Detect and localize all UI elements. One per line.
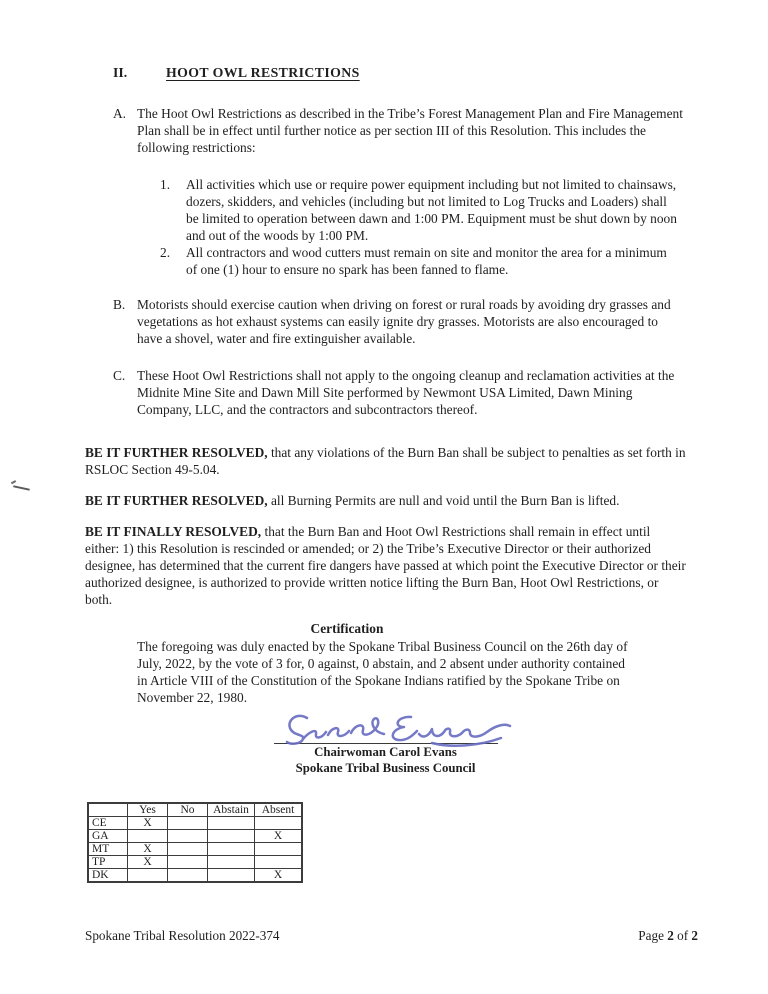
resolved-clause-2-text: all Burning Permits are null and void until the Burn Ban is lifted. [267,493,620,508]
document-body [85,64,686,883]
vote-cell-no [168,830,208,843]
clause-a-text: The Hoot Owl Restrictions as described in the Tribe’s Forest Management Plan and Fire Management Plan shall be in effect until further notice as per section III of this Resolution. This includes the following restrictions: [137,106,683,155]
footer-resolution-number: Spokane Tribal Resolution 2022-374 [85,928,280,943]
clause-a [113,105,686,156]
vote-cell-no [168,856,208,869]
vote-row-label: DK [88,869,128,883]
resolved-clause-1 [85,444,687,478]
resolved-clause-1-lead: BE IT FURTHER RESOLVED, [85,445,268,460]
vote-cell-absent: X [255,869,303,883]
vote-row-mt [88,843,302,856]
footer-page-number: Page 2 of 2 [638,928,698,943]
certification-text: The foregoing was duly enacted by the Spokane Tribal Business Council on the 26th day of July, 2022, by the vote of 3 for, 0 against, 0 abstain, and 2 absent under authority contained in Article VIII of the Constitution of the Spokane Indians ratified by the Spokane Tribe on November 22, 1980. [137,639,628,705]
vote-cell-absent [255,843,303,856]
vote-cell-abstain [208,830,255,843]
resolved-clause-2-lead: BE IT FURTHER RESOLVED, [85,493,268,508]
vote-cell-absent: X [255,830,303,843]
vote-header-absent: Absent [255,803,303,817]
vote-row-label: MT [88,843,128,856]
clause-c [113,367,686,418]
clause-b-marker: B. [113,297,126,312]
vote-cell-yes [128,830,168,843]
resolved-clause-1-text: that any violations of the Burn Ban shall be subject to penalties as set forth in RSLOC Section 49-5.04. [85,445,686,477]
stray-pen-mark [13,485,30,490]
section-number: II. [113,65,128,80]
resolved-clause-3 [85,523,687,608]
vote-header-blank [88,803,128,817]
vote-cell-absent [255,856,303,869]
restriction-1-text: All activities which use or require power equipment including but not limited to chainsaws, dozers, skidders, and vehicles (including but not limited to Log Trucks and Loaders) shall be limited to operation between dawn and 1:00 PM. Equipment must be shut down by noon and out of the woods by 1:00 PM. [186,177,677,243]
restriction-1-marker: 1. [160,177,171,192]
certification-section [137,620,637,706]
vote-cell-no [168,817,208,830]
vote-cell-abstain [208,817,255,830]
signer-title: Spokane Tribal Business Council [295,761,476,775]
vote-cell-abstain [208,843,255,856]
vote-cell-abstain [208,856,255,869]
vote-row-label: CE [88,817,128,830]
page-footer [85,928,698,944]
section-heading [113,64,686,81]
resolved-clause-3-text: that the Burn Ban and Hoot Owl Restrictions shall remain in effect until either: 1) this Resolution is rescinded or amended; or 2) the Tribe’s Executive Director or their authorized designee, has determined that the current fire dangers have passed at which point the Executive Director or their authorized designee, is authorized to provide written notice lifting the Burn Ban, Hoot Owl Restrictions, or both. [85,524,686,607]
vote-cell-yes: X [128,843,168,856]
clause-b-text: Motorists should exercise caution when driving on forest or rural roads by avoiding dry grasses and vegetations as hot exhaust systems can easily ignite dry grasses. Motorists are also encouraged to have a shovel, water and fire extinguisher available. [137,297,671,346]
vote-header-abstain: Abstain [208,803,255,817]
clause-c-text: These Hoot Owl Restrictions shall not apply to the ongoing cleanup and reclamation activities at the Midnite Mine Site and Dawn Mill Site performed by Newmont USA Limited, Dawn Mining Company, LLC, and the contractors and subcontractors thereof. [137,368,675,417]
restriction-item-2 [160,244,686,278]
vote-table-header-row [88,803,302,817]
vote-cell-yes [128,869,168,883]
vote-header-no: No [168,803,208,817]
vote-cell-yes: X [128,856,168,869]
restriction-2-text: All contractors and wood cutters must remain on site and monitor the area for a minimum of one (1) hour to ensure no spark has been fanned to flame. [186,245,667,277]
vote-table [87,802,303,883]
restriction-item-1 [160,176,686,244]
vote-row-tp [88,856,302,869]
signer-name: Chairwoman Carol Evans [314,745,457,759]
vote-row-ce [88,817,302,830]
vote-row-dk [88,869,302,883]
certification-heading: Certification [310,621,384,636]
resolved-clause-2 [85,492,687,509]
signature-block [271,708,501,776]
vote-row-label: TP [88,856,128,869]
vote-row-ga [88,830,302,843]
clause-c-marker: C. [113,368,126,383]
vote-row-label: GA [88,830,128,843]
resolved-clause-3-lead: BE IT FINALLY RESOLVED, [85,524,262,539]
clause-a-marker: A. [113,106,127,121]
clause-b [113,296,686,347]
vote-cell-abstain [208,869,255,883]
section-title: HOOT OWL RESTRICTIONS [166,65,360,80]
vote-header-yes: Yes [128,803,168,817]
vote-cell-absent [255,817,303,830]
restriction-2-marker: 2. [160,245,171,260]
vote-cell-no [168,869,208,883]
vote-cell-yes: X [128,817,168,830]
vote-cell-no [168,843,208,856]
